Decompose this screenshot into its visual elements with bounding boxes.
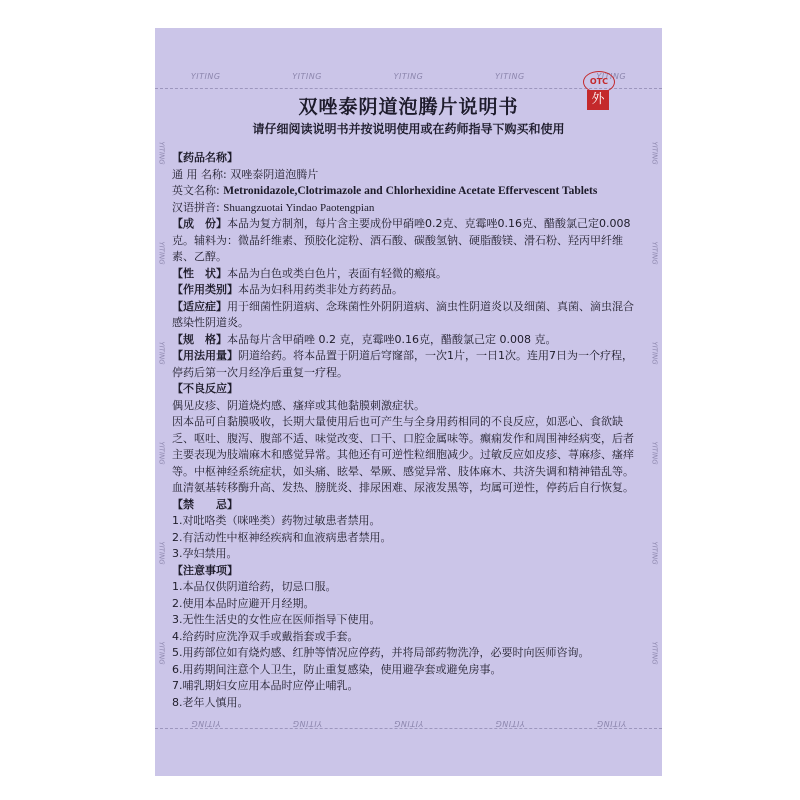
watermark-text: YITING [158, 241, 166, 265]
watermark-text: YITING [596, 72, 627, 81]
document-body [172, 150, 640, 711]
indications-section [172, 299, 640, 332]
contraindication-item: 2.有活动性中枢神经疾病和血液病患者禁用。 [172, 530, 392, 544]
watermark-text: YITING [596, 719, 627, 728]
specification-section [172, 332, 640, 349]
watermark-border-left [155, 103, 169, 703]
category-heading: 【作用类别】 [172, 283, 238, 296]
usage-text: 阴道给药。将本品置于阴道后穹窿部，一次1片，一日1次。连用7日为一个疗程，停药后第一次月经净后重复一疗程。 [172, 349, 633, 379]
ingredients-text: 本品为复方制剂，每片含主要成份甲硝唑0.2克、克霉唑0.16克、醋酸氯己定0.008克。辅料为：微晶纤维素、预胶化淀粉、酒石酸、碳酸氢钠、硬脂酸镁、滑石粉、羟丙甲纤维素、乙醇。 [172, 217, 631, 263]
precaution-item: 6.用药期间注意个人卫生，防止重复感染，使用避孕套或避免房事。 [172, 662, 502, 676]
watermark-text: YITING [158, 541, 166, 565]
watermark-text: YITING [651, 541, 659, 565]
watermark-text: YITING [158, 441, 166, 465]
indications-heading: 【适应症】 [172, 299, 227, 313]
precautions-heading: 【注意事项】 [172, 563, 238, 577]
english-name-value: Metronidazole,Clotrimazole and Chlorhexidine Acetate Effervescent Tablets [223, 185, 598, 197]
specification-text: 本品每片含甲硝唑 0.2 克，克霉唑0.16克，醋酸氯己定 0.008 克。 [227, 332, 557, 346]
external-use-badge: 外 [587, 90, 609, 110]
contraindication-item: 1.对吡咯类（咪唑类）药物过敏患者禁用。 [172, 514, 381, 527]
category-text: 本品为妇科用药类非处方药药品。 [238, 283, 403, 296]
adverse-text: 因本品可自黏膜吸收，长期大量使用后也可产生与全身用药相同的不良反应，如恶心、食欲缺乏、呕吐、腹泻、腹部不适、味觉改变、口干、口腔金属味等。癫痫发作和周围神经病变，后者主要表现为肢端麻木和感觉异常。其他还有可逆性粒细胞减少。过敏反应如皮疹、荨麻疹、瘙痒等。中枢神经系统症状，如头痛、眩晕、晕厥、感觉异常、肢体麻木、共济失调和精神错乱等。血清氨基转移酶升高、发热、膀胱炎、排尿困难、尿液发黑等，均属可逆性，停药后自行恢复。 [172, 415, 634, 494]
watermark-text: YITING [495, 719, 525, 728]
watermark-text: YITING [651, 341, 659, 365]
watermark-text: YITING [292, 719, 322, 728]
indications-text: 用于细菌性阴道病、念珠菌性外阴阴道病、滴虫性阴道炎以及细菌、真菌、滴虫混合感染性阴道炎。 [172, 299, 634, 329]
watermark-text: YITING [393, 72, 424, 81]
ingredients-heading: 【成 份】 [172, 217, 227, 230]
pinyin-label: 汉语拼音: [172, 200, 220, 214]
generic-name-value: 双唑泰阴道泡腾片 [230, 167, 319, 181]
watermark-text: YITING [495, 72, 525, 81]
contraindications-heading: 【禁 忌】 [172, 497, 238, 511]
pinyin-row [172, 200, 640, 217]
appearance-heading: 【性 状】 [172, 266, 227, 280]
precaution-item: 7.哺乳期妇女应用本品时应停止哺乳。 [172, 679, 359, 692]
watermark-text: YITING [158, 641, 166, 665]
generic-name-row [172, 167, 640, 184]
watermark-text: YITING [651, 641, 659, 665]
adverse-line1: 偶见皮疹、阴道烧灼感、瘙痒或其他黏膜刺激症状。 [172, 398, 425, 412]
appearance-text: 本品为白色或类白色片，表面有轻微的瘢痕。 [227, 266, 447, 280]
specification-heading: 【规 格】 [172, 332, 227, 346]
watermark-border-right [648, 103, 662, 703]
otc-badge: OTC [583, 71, 615, 93]
watermark-text: YITING [190, 72, 221, 81]
document-subtitle: 请仔细阅读说明书并按说明使用或在药师指导下购买和使用 [252, 122, 565, 136]
watermark-text: YITING [158, 341, 166, 365]
watermark-text: YITING [190, 719, 221, 728]
precaution-item: 4.给药时应洗净双手或戴指套或手套。 [172, 629, 359, 643]
ingredients-section [172, 216, 640, 266]
pinyin-value: Shuangzuotai Yindao Paotengpian [223, 201, 375, 214]
precaution-item: 3.无性生活史的女性应在医师指导下使用。 [172, 613, 381, 626]
contraindication-item: 3.孕妇禁用。 [172, 547, 238, 560]
watermark-text: YITING [158, 141, 166, 165]
watermark-text: YITING [393, 719, 424, 728]
english-name-label: 英文名称: [172, 184, 220, 197]
instruction-sheet [155, 28, 662, 776]
adverse-heading: 【不良反应】 [172, 382, 238, 395]
watermark-border-bottom [155, 712, 662, 729]
english-name-row [172, 183, 640, 200]
watermark-text: YITING [651, 141, 659, 165]
category-section [172, 282, 640, 299]
precaution-item: 8.老年人慎用。 [172, 695, 249, 709]
drug-name-heading: 【药品名称】 [172, 151, 238, 164]
precaution-item: 1.本品仅供阴道给药，切忌口服。 [172, 580, 337, 593]
document-title: 双唑泰阴道泡腾片说明书 [298, 96, 519, 118]
appearance-section [172, 266, 640, 283]
precaution-item: 2.使用本品时应避开月经期。 [172, 596, 315, 610]
usage-heading: 【用法用量】 [172, 349, 238, 362]
watermark-text: YITING [651, 241, 659, 265]
watermark-text: YITING [292, 72, 322, 81]
generic-name-label: 通 用 名称: [172, 167, 227, 181]
usage-section [172, 348, 640, 381]
precaution-item: 5.用药部位如有烧灼感、红肿等情况应停药，并将局部药物洗净，必要时向医师咨询。 [172, 646, 590, 659]
watermark-text: YITING [651, 441, 659, 465]
